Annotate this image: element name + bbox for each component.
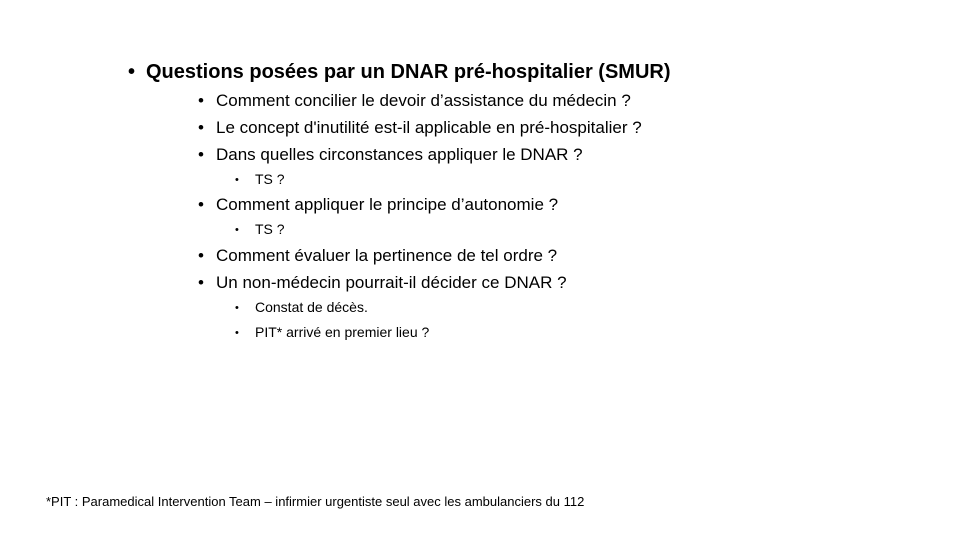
sub-bullet-item: [235, 172, 285, 186]
bullet-icon: •: [198, 273, 204, 292]
bullet-text: Comment concilier le devoir d’assistance du médecin ?: [216, 91, 631, 110]
bullet-item: [198, 274, 567, 291]
bullet-item: [198, 196, 558, 213]
bullet-icon: •: [198, 91, 204, 110]
sub-bullet-text: PIT* arrivé en premier lieu ?: [255, 324, 430, 340]
heading-bullet-item: [128, 62, 671, 82]
bullet-icon: •: [235, 224, 239, 236]
sub-bullet-item: [235, 300, 368, 314]
sub-bullet-item: [235, 325, 429, 339]
bullet-icon: •: [128, 61, 136, 83]
sub-bullet-text: TS ?: [255, 221, 285, 237]
bullet-icon: •: [235, 327, 239, 339]
bullet-icon: •: [198, 118, 204, 137]
bullet-item: [198, 92, 631, 109]
bullet-icon: •: [235, 174, 239, 186]
sub-bullet-text: TS ?: [255, 171, 285, 187]
footnote: *PIT : Paramedical Intervention Team – infirmier urgentiste seul avec les ambulanciers du 112: [46, 494, 585, 509]
bullet-icon: •: [198, 145, 204, 164]
bullet-icon: •: [198, 246, 204, 265]
bullet-item: [198, 247, 557, 264]
bullet-icon: •: [235, 302, 239, 314]
bullet-item: [198, 146, 583, 163]
sub-bullet-item: [235, 222, 285, 236]
heading-text: Questions posées par un DNAR pré-hospitalier (SMUR): [146, 61, 671, 83]
bullet-text: Comment appliquer le principe d’autonomie ?: [216, 195, 559, 214]
bullet-text: Le concept d'inutilité est-il applicable en pré-hospitalier ?: [216, 118, 642, 137]
bullet-icon: •: [198, 195, 204, 214]
bullet-text: Comment évaluer la pertinence de tel ordre ?: [216, 246, 558, 265]
bullet-text: Un non-médecin pourrait-il décider ce DNAR ?: [216, 273, 567, 292]
bullet-text: Dans quelles circonstances appliquer le DNAR ?: [216, 145, 583, 164]
sub-bullet-text: Constat de décès.: [255, 299, 368, 315]
bullet-item: [198, 119, 642, 136]
